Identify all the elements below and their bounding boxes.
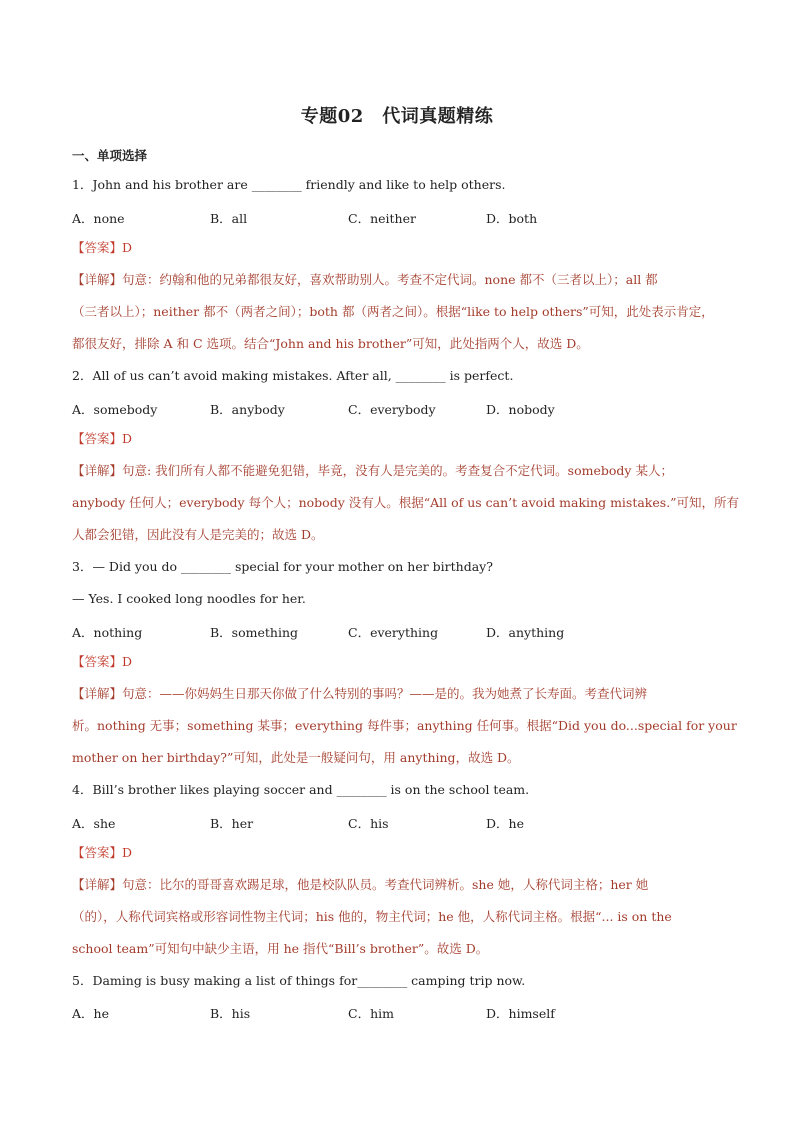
question-1-option-b: B．all: [210, 211, 248, 226]
question-2-option-a: A．somebody: [72, 402, 158, 417]
question-3-option-c: C．everything: [348, 625, 439, 640]
question-3-explain-line: 析。nothing 无事；something 某事；everything 每件事；anything 任何事。根据“Did you do...special for your: [72, 718, 737, 733]
question-2-explain-line: 【详解】句意: 我们所有人都不能避免犯错，毕竟，没有人是完美的。考查复合不定代词。somebody 某人；: [72, 463, 673, 478]
question-5-stem: 5．Daming is busy making a list of things for________ camping trip now.: [72, 973, 526, 988]
question-5-option-a: A．he: [72, 1006, 109, 1021]
question-4-option-a: A．she: [72, 816, 116, 831]
question-1-explain-line: 【详解】句意：约翰和他的兄弟都很友好，喜欢帮助别人。考查不定代词。none 都不（三者以上）；all 都: [72, 272, 658, 287]
question-2-explain-line: 人都会犯错，因此没有人是完美的；故选 D。: [72, 527, 324, 542]
question-1-option-d: D．both: [486, 211, 538, 226]
question-4-option-b: B．her: [210, 816, 254, 831]
question-2-answer: 【答案】D: [72, 431, 133, 446]
question-3-stem-reply: — Yes. I cooked long noodles for her.: [72, 591, 306, 606]
question-3-option-d: D．anything: [486, 625, 565, 640]
question-1-stem: 1．John and his brother are ________ friendly and like to help others.: [72, 177, 506, 192]
question-3-explain-line: 【详解】句意：——你妈妈生日那天你做了什么特别的事吗？——是的。我为她煮了长寿面。考查代词辨: [72, 686, 648, 701]
question-1-option-a: A．none: [72, 211, 125, 226]
question-5-option-d: D．himself: [486, 1006, 555, 1021]
question-4-explain-line: （的），人称代词宾格或形容词性物主代词；his 他的，物主代词；he 他，人称代词主格。根据“... is on the: [72, 909, 672, 924]
question-2-option-b: B．anybody: [210, 402, 285, 417]
question-4-stem: 4．Bill’s brother likes playing soccer and ________ is on the school team.: [72, 782, 530, 797]
question-4-answer: 【答案】D: [72, 845, 133, 860]
question-4-explain-line: school team”可知句中缺少主语，用 he 指代“Bill’s brother”。故选 D。: [72, 941, 489, 956]
question-5-option-b: B．his: [210, 1006, 251, 1021]
question-2-explain-line: anybody 任何人；everybody 每个人；nobody 没有人。根据“All of us can’t avoid making mistakes.”可知，所有: [72, 495, 740, 510]
section-heading: 一、单项选择: [72, 148, 148, 163]
question-1-explain-line: （三者以上）；neither 都不（两者之间）；both 都（两者之间）。根据“like to help others”可知，此处表示肯定，: [72, 304, 714, 319]
question-5-option-c: C．him: [348, 1006, 394, 1021]
question-1-answer: 【答案】D: [72, 240, 133, 255]
question-4-option-c: C．his: [348, 816, 389, 831]
question-4-option-d: D．he: [486, 816, 524, 831]
question-2-option-c: C．everybody: [348, 402, 436, 417]
question-1-option-c: C．neither: [348, 211, 416, 226]
page-title: 专题02 代词真题精练: [300, 106, 494, 127]
question-3-explain-line: mother on her birthday?”可知，此处是一般疑问句，用 anything，故选 D。: [72, 750, 520, 765]
question-3-answer: 【答案】D: [72, 654, 133, 669]
question-3-option-b: B．something: [210, 625, 299, 640]
question-3-stem: 3．— Did you do ________ special for your mother on her birthday?: [72, 559, 493, 574]
question-4-explain-line: 【详解】句意：比尔的哥哥喜欢踢足球，他是校队队员。考查代词辨析。she 她，人称代词主格；her 她: [72, 877, 649, 892]
question-1-explain-line: 都很友好，排除 A 和 C 选项。结合“John and his brother”可知，此处指两个人，故选 D。: [72, 336, 589, 351]
question-2-option-d: D．nobody: [486, 402, 555, 417]
question-3-option-a: A．nothing: [72, 625, 143, 640]
question-2-stem: 2．All of us can’t avoid making mistakes. After all, ________ is perfect.: [72, 368, 514, 383]
